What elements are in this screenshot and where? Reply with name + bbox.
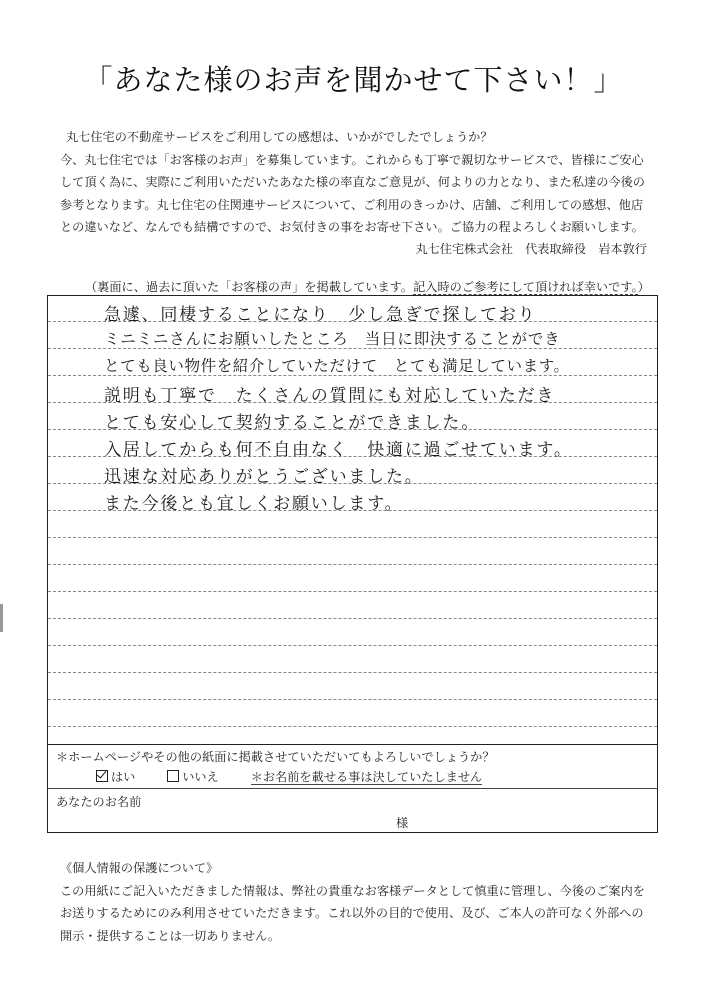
ruled-line xyxy=(48,645,657,646)
yes-checkbox-checked-icon[interactable] xyxy=(96,770,108,782)
consent-note: ＊お名前を載せる事は決していたしません xyxy=(250,770,483,784)
reference-notice xyxy=(85,278,650,295)
handwritten-line: ミニミニさんにお願いしたところ 当日に即決することができ xyxy=(104,330,561,348)
notice-highlight: 記入時のご参考にして頂ければ幸いです。 xyxy=(413,280,638,294)
ruled-line xyxy=(48,699,657,700)
ruled-line xyxy=(48,672,657,673)
privacy-line: この用紙にご記入いただきました情報は、弊社の貴重なお客様データとして慎重に管理し、今後のご案内を xyxy=(60,883,645,898)
ruled-line xyxy=(48,591,657,592)
privacy-heading: 《個人情報の保護について》 xyxy=(60,861,219,875)
intro-line: 今、丸七住宅では「お客様のお声」を募集しています。これからも丁寧で親切なサービスで、皆様にご安心 xyxy=(60,152,644,167)
ruled-line xyxy=(48,618,657,619)
privacy-section xyxy=(60,857,680,947)
feedback-form xyxy=(47,295,658,833)
ruled-line xyxy=(48,564,657,565)
handwritten-line: とても安心して契約することができました。 xyxy=(104,413,480,433)
consent-no-option[interactable] xyxy=(167,770,222,784)
handwritten-line: 説明も丁寧で たくさんの質問にも対応していただき xyxy=(104,386,556,406)
intro-line: との違いなど、なんでも結構ですので、お気付きの事をお寄せ下さい。ご協力の程よろしくお願いします。 xyxy=(60,220,644,234)
handwritten-line: 入居してからも何不自由なく 快適に過ごせています。 xyxy=(104,440,573,460)
page-title: 「あなた様のお声を聞かせて下さい！」 xyxy=(83,63,624,97)
scan-edge-mark xyxy=(0,604,3,632)
notice-text: （裏面に、過去に頂いた「お客様の声」を掲載しています。 xyxy=(85,280,414,294)
name-field-label: あなたのお名前 xyxy=(56,795,142,809)
privacy-line: お送りするためにのみ利用させていただきます。これ以外の目的で使用、及び、ご本人の許可なく外部への xyxy=(60,906,644,920)
no-label: いいえ xyxy=(182,770,219,784)
name-separator xyxy=(48,788,657,789)
consent-question: ＊ホームページやその他の紙面に掲載させていただいてもよろしいでしょうか？ xyxy=(56,750,495,764)
company-signature: 丸七住宅株式会社 代表取締役 岩本敦行 xyxy=(415,242,647,256)
intro-line: 参考となります。丸七住宅の住関連サービスについて、ご利用のきっかけ、店舗、ご利用しての感想、他店 xyxy=(60,197,644,212)
consent-yes-option[interactable] xyxy=(96,770,139,784)
handwritten-line: 迅速な対応ありがとうございました。 xyxy=(104,467,424,487)
privacy-line: 開示・提供することは一切ありません。 xyxy=(60,928,281,943)
handwritten-line: 急遽、同棲することになり 少し急ぎで探しており xyxy=(104,305,537,325)
notice-close: ） xyxy=(637,280,650,294)
no-checkbox-icon[interactable] xyxy=(167,770,179,782)
intro-line: して頂く為に、実際にご利用いただいたあなた様の率直なご意見が、何よりの力となり、また私達の今後の xyxy=(60,175,645,189)
comment-area[interactable] xyxy=(48,296,657,741)
handwritten-line: また今後とも宜しくお願いします。 xyxy=(104,494,404,514)
intro-text xyxy=(60,126,660,239)
name-honorific: 様 xyxy=(396,816,409,830)
consent-options xyxy=(96,768,482,785)
ruled-line xyxy=(48,726,657,727)
ruled-line xyxy=(48,537,657,538)
section-divider xyxy=(48,744,657,745)
intro-line: 丸七住宅の不動産サービスをご利用しての感想は、いかがでしたでしょうか？ xyxy=(66,130,493,144)
yes-label: はい xyxy=(111,770,136,784)
handwritten-line: とても良い物件を紹介していただけて とても満足しています。 xyxy=(104,357,570,375)
